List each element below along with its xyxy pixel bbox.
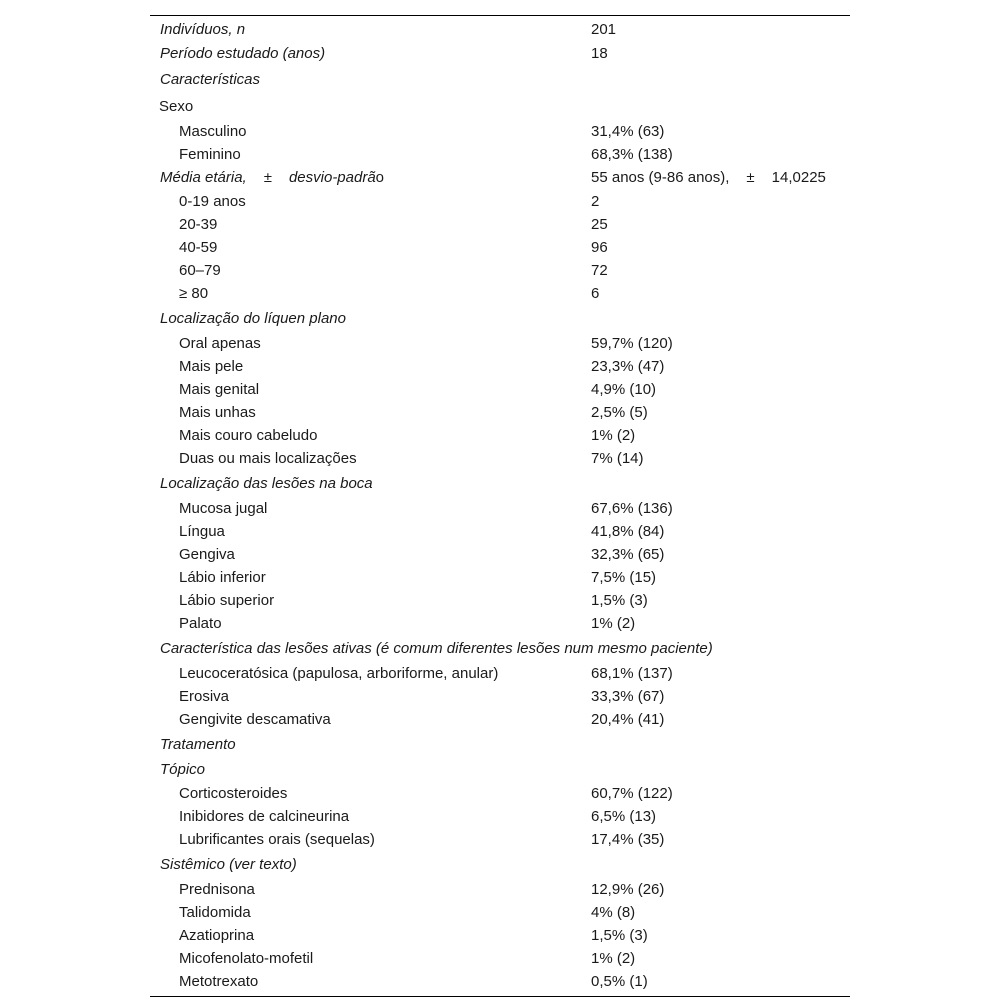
row-value xyxy=(591,305,850,332)
table-row-erosiva xyxy=(150,685,850,708)
table-row-media xyxy=(150,166,850,190)
row-value: 4% (8) xyxy=(591,904,636,921)
row-label: 0-19 anos xyxy=(179,193,246,210)
row-label: Masculino xyxy=(179,123,247,140)
data-table xyxy=(150,15,850,997)
row-value: 68,1% (137) xyxy=(591,665,673,682)
row-value xyxy=(591,470,850,497)
table-row-talidomida xyxy=(150,901,850,924)
table-row-lingua xyxy=(150,520,850,543)
table-row-tratamento xyxy=(150,731,850,758)
value-part-b: 14,0225 xyxy=(771,169,826,186)
table-row-labio-inferior xyxy=(150,566,850,589)
row-value: 7,5% (15) xyxy=(591,569,657,586)
table-row-labio-superior xyxy=(150,589,850,612)
table-row-masculino xyxy=(150,120,850,143)
row-label: Inibidores de calcineurina xyxy=(179,808,350,825)
row-label: Localização do líquen plano xyxy=(160,310,346,327)
row-label: Localização das lesões na boca xyxy=(160,475,373,492)
row-value: 23,3% (47) xyxy=(591,358,665,375)
table-row-individuos xyxy=(150,18,850,42)
table-row-age-20-39 xyxy=(150,213,850,236)
row-label: Gengivite descamativa xyxy=(179,711,331,728)
row-value: 1,5% (3) xyxy=(591,592,648,609)
table-row-mucosa-jugal xyxy=(150,497,850,520)
plus-minus-symbol: ± xyxy=(263,169,272,186)
row-label: Indivíduos, n xyxy=(160,21,246,38)
row-label: Gengiva xyxy=(179,546,235,563)
table-row-age-0-19 xyxy=(150,190,850,213)
row-value: 0,5% (1) xyxy=(591,973,648,990)
row-label: Prednisona xyxy=(179,881,255,898)
row-value: 68,3% (138) xyxy=(591,146,673,163)
row-value: 18 xyxy=(591,45,608,62)
row-label: Metotrexato xyxy=(179,973,259,990)
row-label: Tratamento xyxy=(160,736,236,753)
row-label: Período estudado (anos) xyxy=(160,45,326,62)
table-row-loc-liquen xyxy=(150,305,850,332)
row-value: 25 xyxy=(591,216,608,233)
table-row-caract-lesoes xyxy=(150,635,850,662)
row-label: Língua xyxy=(179,523,225,540)
row-label: Azatioprina xyxy=(179,927,255,944)
row-value: 67,6% (136) xyxy=(591,500,673,517)
row-label: Mais genital xyxy=(179,381,260,398)
row-label: 40-59 xyxy=(179,239,218,256)
row-value: 41,8% (84) xyxy=(591,523,665,540)
label-part-a: Média etária, xyxy=(160,169,247,186)
row-label: ≥ 80 xyxy=(179,285,209,302)
row-label: Oral apenas xyxy=(179,335,261,352)
row-value: 60,7% (122) xyxy=(591,785,673,802)
table-row-palato xyxy=(150,612,850,635)
table-row-lubrificantes xyxy=(150,828,850,851)
row-value: 2,5% (5) xyxy=(591,404,648,421)
row-value: 6,5% (13) xyxy=(591,808,657,825)
row-value: 1% (2) xyxy=(591,950,636,967)
label-part-b: desvio-padrã xyxy=(288,169,376,186)
table-row-sistemico xyxy=(150,851,850,878)
row-label: Micofenolato-mofetil xyxy=(179,950,314,967)
table-row-age-80 xyxy=(150,282,850,305)
row-label: Palato xyxy=(179,615,222,632)
row-label: Mais pele xyxy=(179,358,244,375)
table-row-age-60-79 xyxy=(150,259,850,282)
row-value xyxy=(591,66,850,93)
row-value: 33,3% (67) xyxy=(591,688,665,705)
row-label: Lábio inferior xyxy=(179,569,266,586)
row-value: 72 xyxy=(591,262,608,279)
row-label: Talidomida xyxy=(179,904,251,921)
table-row-age-40-59 xyxy=(150,236,850,259)
row-label: Característica das lesões ativas (é comum diferentes lesões num mesmo paciente) xyxy=(160,640,713,657)
row-value: 1% (2) xyxy=(591,427,636,444)
table-row-prednisona xyxy=(150,878,850,901)
table-row-oral-apenas xyxy=(150,332,850,355)
row-value: 17,4% (35) xyxy=(591,831,665,848)
row-value xyxy=(591,731,850,758)
row-label: Corticosteroides xyxy=(179,785,288,802)
table-row-mais-pele xyxy=(150,355,850,378)
row-value: 20,4% (41) xyxy=(591,711,665,728)
table-row-metotrexato xyxy=(150,970,850,993)
row-value: 201 xyxy=(591,21,617,38)
table-row-gengiva xyxy=(150,543,850,566)
row-value: 6 xyxy=(591,285,600,302)
row-label: Mais unhas xyxy=(179,404,256,421)
row-label: Mais couro cabeludo xyxy=(179,427,318,444)
row-value: 32,3% (65) xyxy=(591,546,665,563)
row-value: 7% (14) xyxy=(591,450,644,467)
row-value xyxy=(591,758,850,782)
table-row-mais-couro xyxy=(150,424,850,447)
row-label: Mucosa jugal xyxy=(179,500,268,517)
row-label xyxy=(150,166,591,190)
row-label: Lubrificantes orais (sequelas) xyxy=(179,831,375,848)
row-label: Tópico xyxy=(160,761,206,778)
row-label: 20-39 xyxy=(179,216,218,233)
table-row-mais-unhas xyxy=(150,401,850,424)
table-row-periodo xyxy=(150,42,850,66)
row-value xyxy=(591,851,850,878)
row-label: Duas ou mais localizações xyxy=(179,450,357,467)
row-value: 96 xyxy=(591,239,608,256)
row-label: Sexo xyxy=(159,98,194,115)
table-row-gengivite xyxy=(150,708,850,731)
row-value xyxy=(591,93,850,120)
table-row-corticosteroides xyxy=(150,782,850,805)
label-part-c: o xyxy=(375,169,385,186)
table-row-micofenolato xyxy=(150,947,850,970)
table-row-caracteristicas xyxy=(150,66,850,93)
row-value: 2 xyxy=(591,193,600,210)
row-value: 1,5% (3) xyxy=(591,927,648,944)
row-label: Erosiva xyxy=(179,688,230,705)
row-label: Leucoceratósica (papulosa, arboriforme, anular) xyxy=(179,665,499,682)
row-value: 12,9% (26) xyxy=(591,881,665,898)
row-value: 59,7% (120) xyxy=(591,335,673,352)
row-label: Feminino xyxy=(179,146,241,163)
row-label: Lábio superior xyxy=(179,592,275,609)
row-value: 31,4% (63) xyxy=(591,123,665,140)
table-row-azatioprina xyxy=(150,924,850,947)
row-value: 4,9% (10) xyxy=(591,381,657,398)
row-label: Características xyxy=(160,71,261,88)
table-row-loc-boca xyxy=(150,470,850,497)
table-row-sexo xyxy=(150,93,850,120)
table-row-duas-ou-mais xyxy=(150,447,850,470)
table-row-inibidores xyxy=(150,805,850,828)
row-value xyxy=(591,166,850,190)
value-part-a: 55 anos (9-86 anos), xyxy=(591,169,730,186)
table-row-mais-genital xyxy=(150,378,850,401)
characteristics-table xyxy=(150,18,850,993)
table-row-feminino xyxy=(150,143,850,166)
row-label: 60–79 xyxy=(179,262,221,279)
table-row-topico xyxy=(150,758,850,782)
row-label: Sistêmico (ver texto) xyxy=(160,856,297,873)
plus-minus-symbol: ± xyxy=(746,169,755,186)
row-value: 1% (2) xyxy=(591,615,636,632)
table-body xyxy=(150,18,850,993)
table-row-leucoceratosica xyxy=(150,662,850,685)
